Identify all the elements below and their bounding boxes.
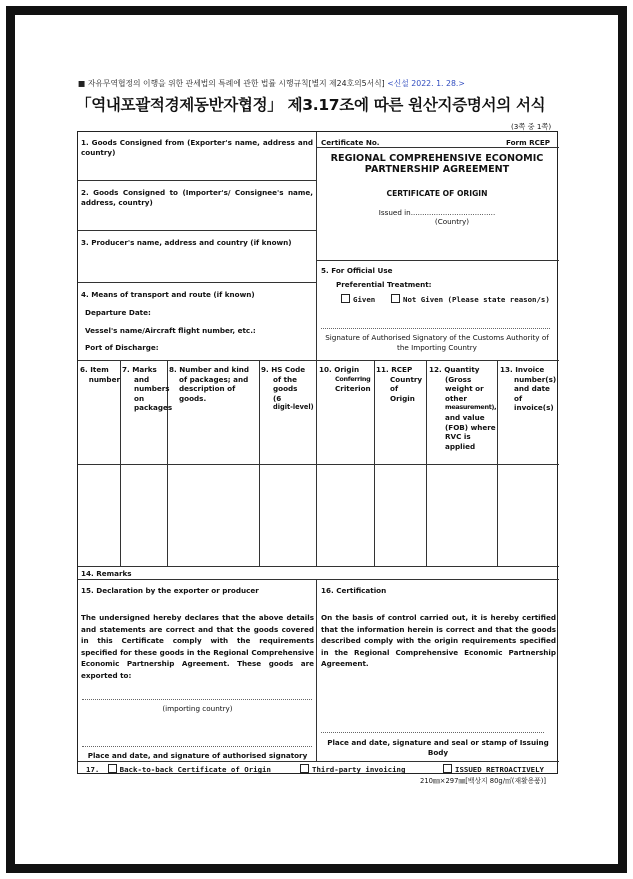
certification-text: On the basis of control carried out, it is hereby certified that the information herein is correct and that the goods described comply with the origin requirements specified in the Regional Comprehensive Economic Partnership Agreement. [321, 613, 556, 669]
certificate-form [77, 131, 558, 774]
field-5-label: 5. For Official Use [321, 266, 393, 275]
col-11-header: 11. RCEP Country of Origin [376, 365, 423, 403]
port-discharge-label: Port of Discharge: [85, 343, 159, 352]
col-6-header: 6. Item number [80, 365, 120, 384]
exporter-signature-caption: Place and date, and signature of authorised signatory [87, 751, 308, 760]
not-given-option[interactable] [391, 294, 550, 305]
third-party-option[interactable] [300, 764, 405, 775]
field-17-row [86, 764, 271, 775]
departure-date-label: Departure Date: [85, 308, 151, 317]
retroactive-label: ISSUED RETROACTIVELY [455, 765, 544, 774]
revision-note: <신설 2022. 1. 28.> [387, 79, 465, 88]
field-17-number: 17. [86, 765, 100, 774]
retroactive-checkbox[interactable] [443, 764, 452, 773]
agreement-title-2: PARTNERSHIP AGREEMENT [364, 164, 510, 175]
not-given-label: Not Given (Please state reason/s) [403, 295, 550, 304]
customs-signature-caption: Signature of Authorised Signatory of the Customs Authority of the Importing Country [325, 333, 549, 352]
field-2-label: 2. Goods Consigned to (Importer's/ Consignee's name, address, country) [81, 188, 313, 207]
legal-basis-line [78, 78, 465, 89]
preferential-treatment-label: Preferential Treatment: [336, 280, 432, 289]
agreement-title-1: REGIONAL COMPREHENSIVE ECONOMIC [330, 153, 544, 164]
importing-country-caption: (importing country) [162, 704, 233, 713]
col-9-header: 9. HS Code of the goods (6 digit-level) [261, 365, 314, 412]
form-rcep-label: Form RCEP [506, 138, 551, 147]
field-3-label: 3. Producer's name, address and country (if known) [81, 238, 292, 247]
issuing-body-caption: Place and date, signature and seal or stamp of Issuing Body [327, 738, 549, 757]
col-13-header: 13. Invoice number(s) and date of invoice(s) [500, 365, 557, 413]
field-14-label: 14. Remarks [81, 569, 132, 578]
not-given-checkbox[interactable] [391, 294, 400, 303]
col-8-header: 8. Number and kind of packages; and description of goods. [169, 365, 250, 403]
legal-basis-text: 자유무역협정의 이행을 위한 관세법의 특례에 관한 법률 시행규칙[별지 제24호의5서식] [87, 79, 385, 88]
third-party-label: Third-party invoicing [312, 765, 406, 774]
country-caption: (Country) [434, 217, 470, 226]
page-count: (3쪽 중 1쪽) [511, 122, 552, 131]
field-4-label: 4. Means of transport and route (if known) [81, 290, 255, 299]
field-15-label: 15. Declaration by the exporter or producer [81, 586, 259, 595]
certificate-no-label: Certificate No. [321, 138, 380, 147]
third-party-checkbox[interactable] [300, 764, 309, 773]
col-10-header: 10. Origin Conferring Criterion [319, 365, 371, 394]
vessel-label: Vessel's name/Aircraft flight number, etc.: [85, 326, 256, 335]
paper-spec: 210㎜×297㎜[백상지 80g/㎡(재활용품)] [420, 777, 547, 785]
field-1-label: 1. Goods Consigned from (Exporter's name, address and country) [81, 138, 313, 157]
given-checkbox[interactable] [341, 294, 350, 303]
col-7-header: 7. Marks and numbers on packages [122, 365, 173, 413]
given-label: Given [353, 295, 376, 304]
certificate-of-origin-heading: CERTIFICATE OF ORIGIN [386, 189, 488, 198]
col-12-header: 12. Quantity (Gross weight or other measurement), and value (FOB) where RVC is applied [429, 365, 497, 451]
issued-in-field[interactable]: Issued in..................................... [378, 208, 496, 217]
field-16-label: 16. Certification [321, 586, 387, 595]
back-to-back-label: Back-to-back Certificate of Origin [119, 765, 271, 774]
retroactive-option[interactable] [443, 764, 544, 775]
declaration-text: The undersigned hereby declares that the above details and statements are correct and that the goods covered in this Certificate comply with the requirements specified for these goods in the Regional Comprehensive Economic Partnership Agreement. These goods are exported to: [81, 613, 314, 680]
form-title: 「역내포괄적경제동반자협정」 제3.17조에 따른 원산지증명서의 서식 [76, 96, 546, 114]
given-option[interactable] [341, 294, 375, 305]
bullet: ■ [78, 79, 86, 88]
back-to-back-checkbox[interactable] [108, 764, 117, 773]
